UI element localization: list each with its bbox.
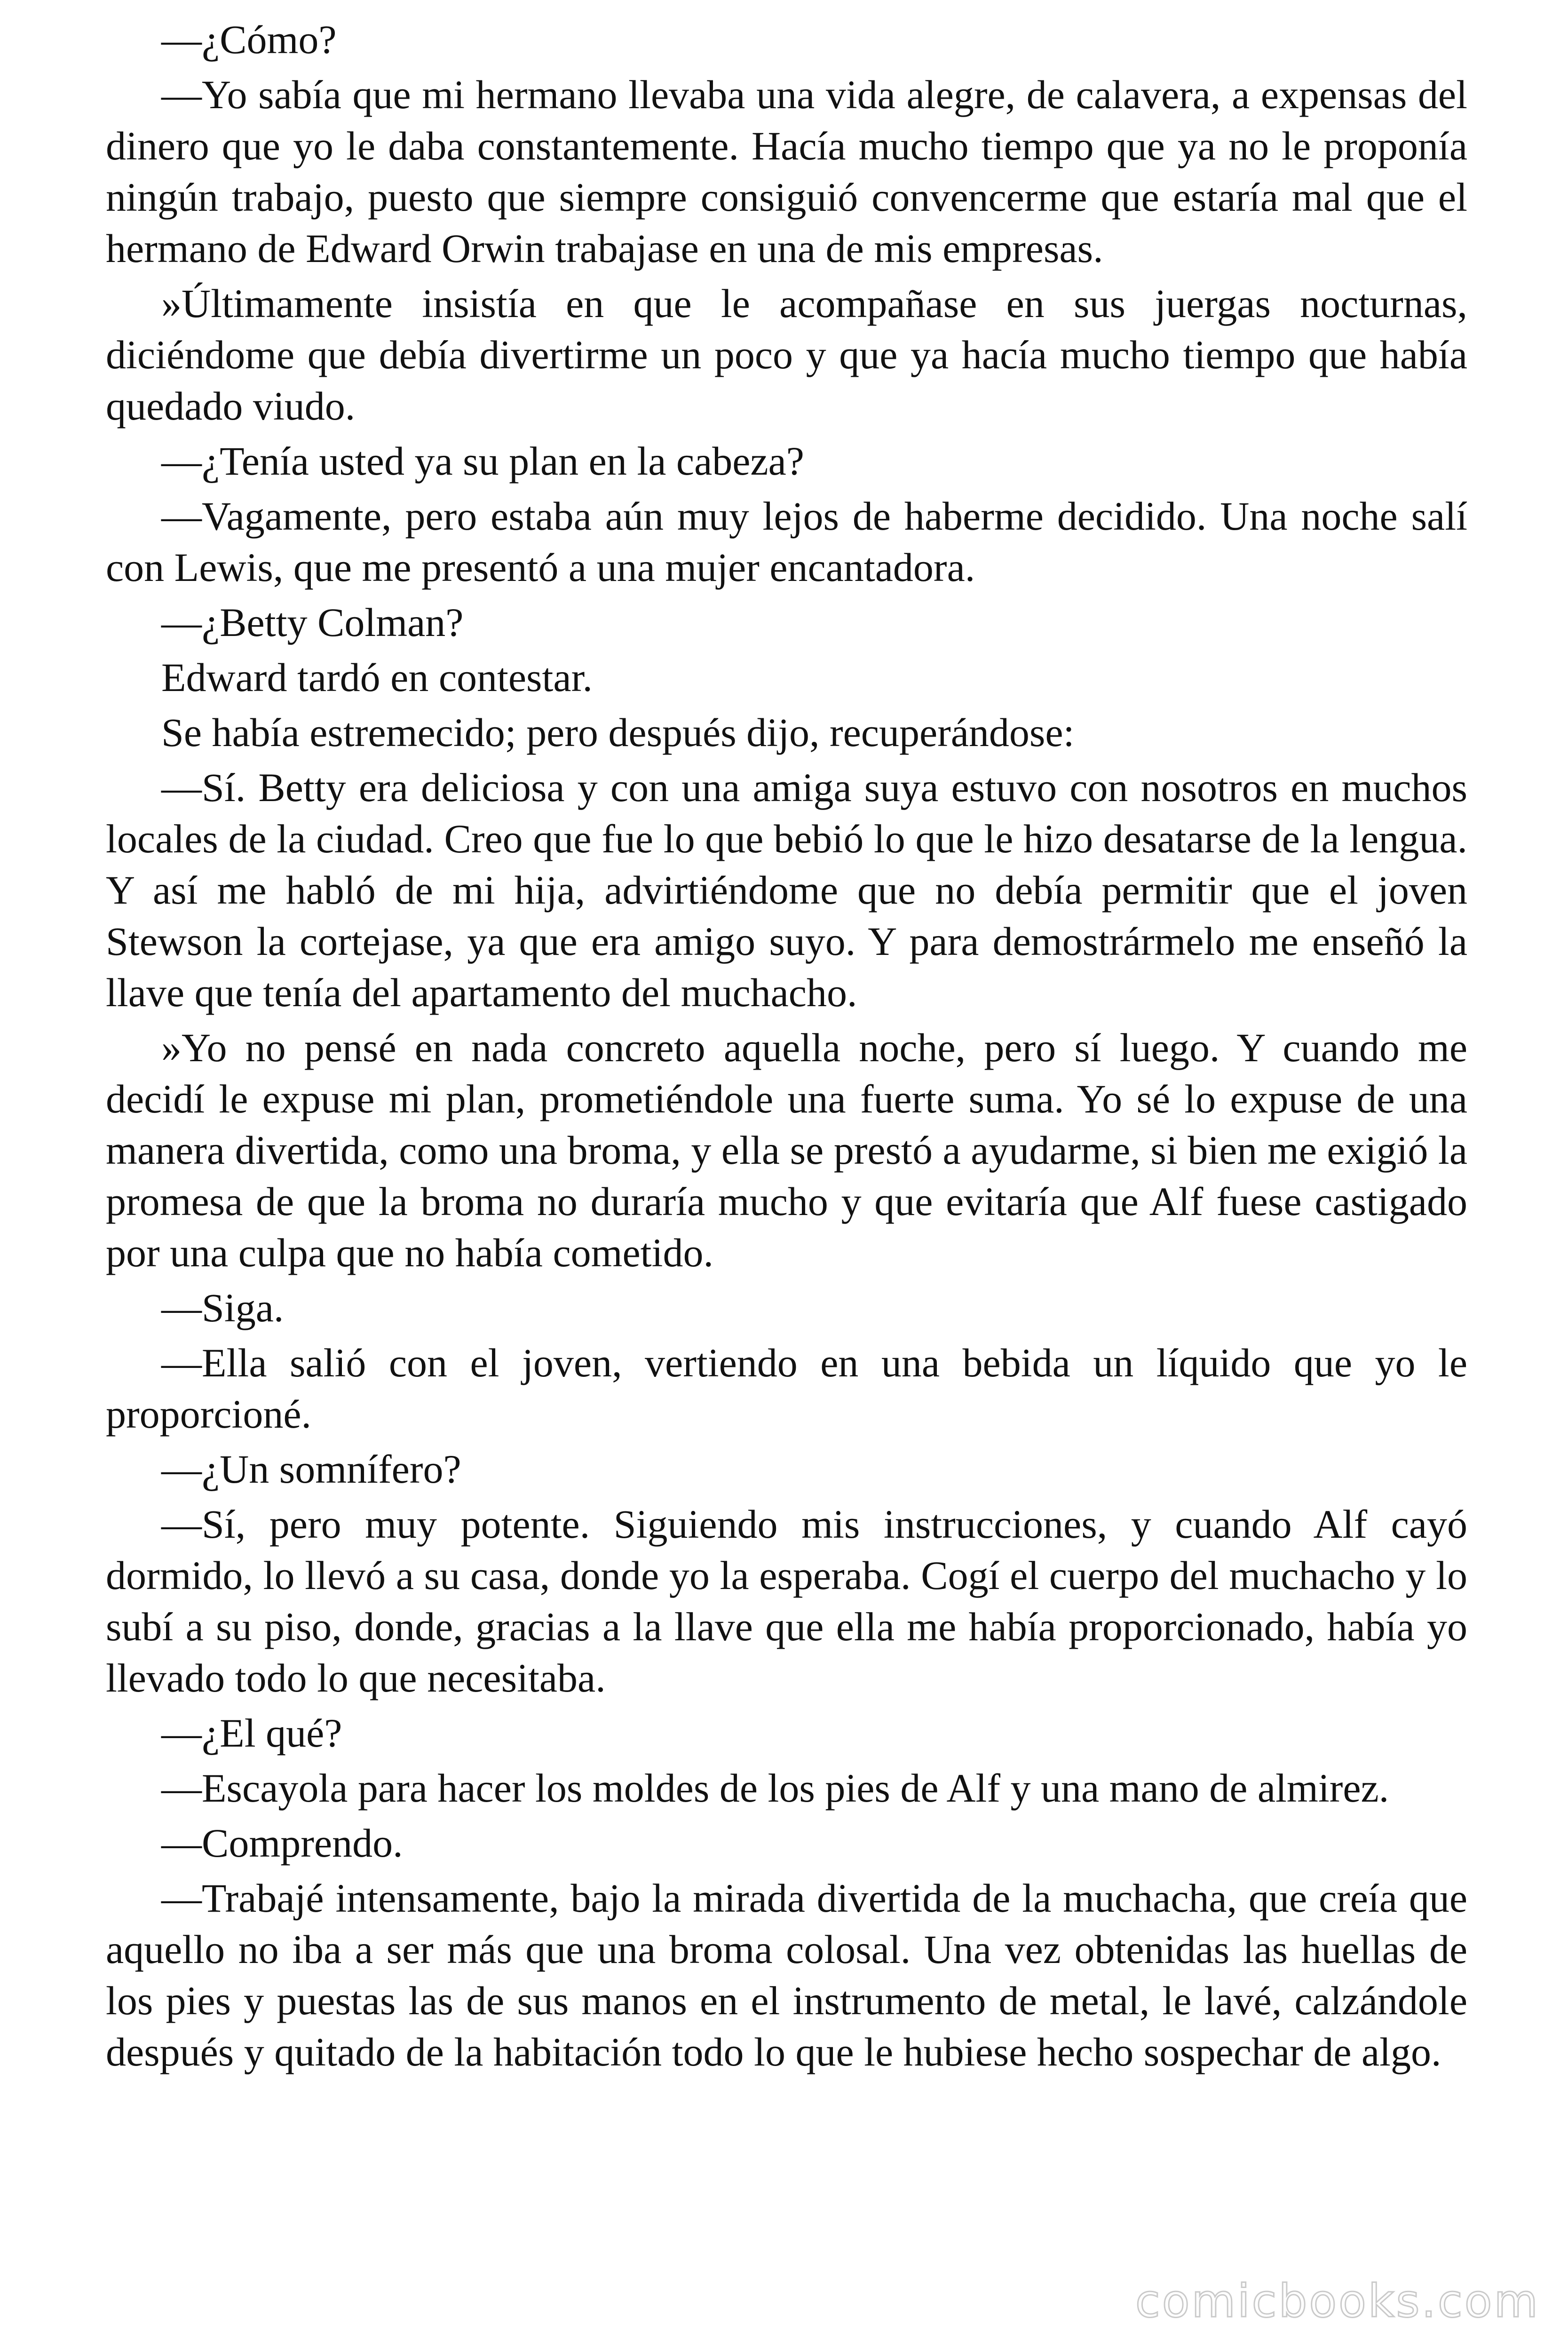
paragraph: —¿Cómo?	[161, 17, 337, 62]
paragraph: —Yo sabía que mi hermano llevaba una vida alegre, de calavera, a expensas del dinero que yo le daba constantemente. Hacía mucho tiempo que ya no le proponía ningún trabajo, puesto que siempre consiguió convencerme que estaría mal que el hermano de Edward Orwin trabajase en una de mis empresas.	[106, 72, 1467, 271]
paragraph: —¿El qué?	[161, 1710, 342, 1756]
paragraph: —Sí. Betty era deliciosa y con una amiga suya estuvo con nosotros en muchos locales de la ciudad. Creo que fue lo que bebió lo que le hizo desatarse de la lengua. Y así me habló de mi hija, advirtiéndome que no debía permitir que el joven Stewson la cortejase, ya que era amigo suyo. Y para demostrármelo me enseñó la llave que tenía del apartamento del muchacho.	[106, 765, 1467, 1015]
paragraph: —Comprendo.	[161, 1820, 403, 1866]
paragraph: —Ella salió con el joven, vertiendo en una bebida un líquido que yo le proporcioné.	[106, 1340, 1467, 1437]
paragraph: —¿Betty Colman?	[161, 600, 464, 645]
paragraph: —¿Tenía usted ya su plan en la cabeza?	[161, 438, 804, 484]
watermark: comicbooks.com	[1135, 2275, 1540, 2328]
paragraph: —¿Un somnífero?	[161, 1446, 461, 1492]
paragraph: —Sí, pero muy potente. Siguiendo mis instrucciones, y cuando Alf cayó dormido, lo llevó a su casa, donde yo la esperaba. Cogí el cuerpo del muchacho y lo subí a su piso, donde, gracias a la llave que ella me había proporcionado, había yo llevado todo lo que necesitaba.	[106, 1502, 1467, 1700]
paragraph: —Vagamente, pero estaba aún muy lejos de haberme decidido. Una noche salí con Lewis, que me presentó a una mujer encantadora.	[106, 493, 1467, 590]
paragraph: »Yo no pensé en nada concreto aquella noche, pero sí luego. Y cuando me decidí le expuse mi plan, prometiéndole una fuerte suma. Yo sé lo expuse de una manera divertida, como una broma, y ella se prestó a ayudarme, si bien me exigió la promesa de que la broma no duraría mucho y que evitaría que Alf fuese castigado por una culpa que no había cometido.	[106, 1025, 1467, 1275]
paragraph: »Últimamente insistía en que le acompañase en sus juergas nocturnas, diciéndome que debía divertirme un poco y que ya hacía mucho tiempo que había quedado viudo.	[106, 281, 1467, 429]
paragraph: —Trabajé intensamente, bajo la mirada divertida de la muchacha, que creía que aquello no iba a ser más que una broma colosal. Una vez obtenidas las huellas de los pies y puestas las de sus manos en el instrumento de metal, le lavé, calzándole después y quitado de la habitación todo lo que le hubiese hecho sospechar de algo.	[106, 1875, 1467, 2074]
paragraph: —Escayola para hacer los moldes de los pies de Alf y una mano de almirez.	[161, 1765, 1389, 1811]
book-page	[106, 14, 1467, 2338]
paragraph: Se había estremecido; pero después dijo, recuperándose:	[161, 710, 1075, 755]
paragraph: Edward tardó en contestar.	[161, 655, 593, 700]
paragraph: —Siga.	[161, 1285, 284, 1330]
